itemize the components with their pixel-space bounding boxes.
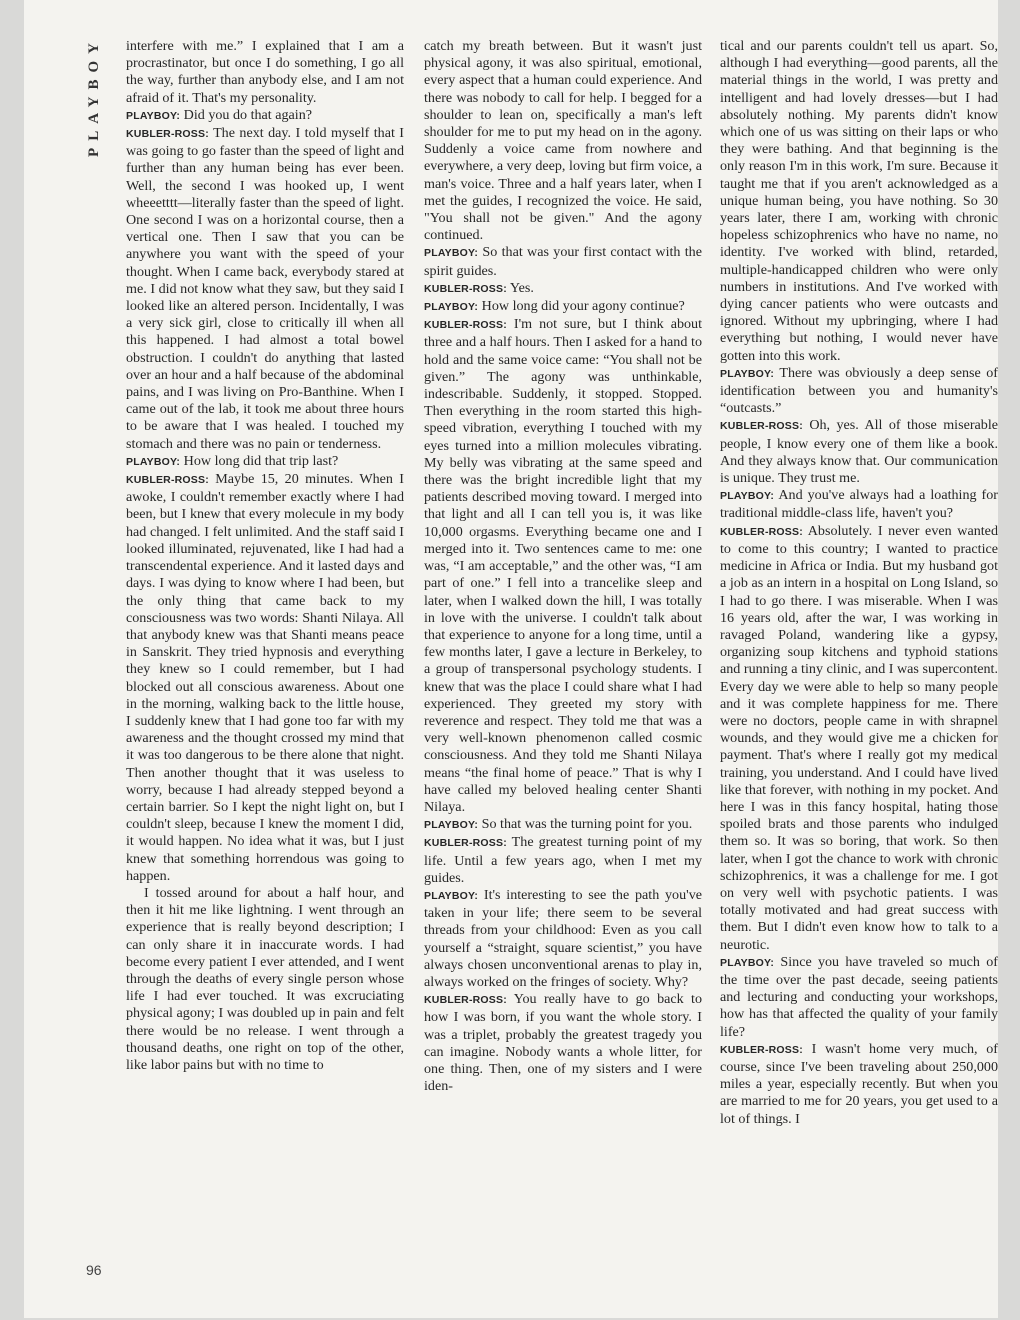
interview-paragraph [424, 298, 702, 316]
interview-paragraph [424, 244, 702, 279]
paragraph-text: I wasn't home very much, of course, since I've been traveling about 250,000 miles a year, especially recently. But when you are married to me for 20 years, you get used to a lot of things. I [720, 1040, 998, 1127]
speaker-label: KUBLER-ROSS: [424, 837, 507, 850]
interview-paragraph [424, 991, 702, 1095]
interview-paragraph [126, 125, 404, 453]
speaker-label: PLAYBOY: [720, 367, 775, 380]
paragraph-text: Oh, yes. All of those miserable people, I know every one of them like a book. And they always know that. Our communication is unique. They trust me. [720, 417, 998, 487]
speaker-label: PLAYBOY: [126, 109, 181, 122]
paragraph-text: So that was your first contact with the spirit guides. [424, 244, 702, 279]
magazine-page [24, 0, 998, 1318]
speaker-label: PLAYBOY: [720, 956, 775, 969]
magazine-masthead: PLAYBOY [86, 36, 102, 157]
paragraph-text: How long did that trip last? [180, 452, 339, 469]
speaker-label: KUBLER-ROSS: [126, 128, 209, 141]
interview-paragraph [424, 834, 702, 887]
speaker-label: KUBLER-ROSS: [720, 525, 803, 538]
paragraph-text: How long did your agony continue? [478, 298, 685, 315]
interview-paragraph [126, 453, 404, 471]
paragraph-text: Yes. [506, 279, 534, 296]
paragraph-text: The next day. I told myself that I was going to go faster than the speed of light and further than any human being has ever been. Well, the second I was hooked up, I went wheeetttt—literally faster than the speed of light. One second I was on a horizontal course, then a vertical one. Then I saw that you can be anywhere you want with the speed of your thought. When I came back, everybody stared at me. I did not know what they saw, but they said I looked like an altered person. Incidentally, I was a very sick girl, close to critically ill when all this happened. I had almost a total bowel obstruction. I couldn't do anything that lasted over an hour and a half because of the abdominal pains, and I was living on Pro-Banthine. When I came out of the lab, it took me about three hours to be aware that I was healed. I touched my stomach and there was no pain or tenderness. [126, 125, 404, 452]
text-column-1 [126, 38, 404, 1074]
interview-paragraph [720, 487, 998, 522]
text-column-2 [424, 38, 702, 1095]
speaker-label: KUBLER-ROSS: [424, 994, 507, 1007]
paragraph-text: You really have to go back to how I was born, if you want the whole story. I was a triplet, probably the greatest tragedy you can imagine. Nobody wants a whole litter, for one thing. Then, one of my sisters and I were iden- [424, 991, 702, 1095]
speaker-label: KUBLER-ROSS: [424, 319, 507, 332]
speaker-label: PLAYBOY: [424, 819, 479, 832]
speaker-label: PLAYBOY: [424, 889, 479, 902]
body-paragraph: tical and our parents couldn't tell us apart. So, although I had everything—good parents, all the material things in the world, I was pretty and intelligent and had lovely dresses—but I had absolutely nothing. My parents didn't know which one of us was sitting on their laps or who they were bathing. And that beginning is the only reason I'm in this work, I'm sure. Because it taught me that if you aren't acknowledged as a unique human being, you have nothing. So 30 years later, there I am, working with chronic hopeless schizophrenics who have no name, no identity. I've worked with blind, retarded, multiple-handicapped children who were only numbers in institutions. And I've worked with dying cancer patients who were outcasts and ignored. Without my upbringing, where I had everything but nothing, I would never have gotten into this work. [720, 38, 998, 364]
interview-paragraph [720, 417, 998, 487]
speaker-label: KUBLER-ROSS: [720, 420, 803, 433]
paragraph-text: I'm not sure, but I think about three and a half hours. Then I asked for a hand to hold and the same voice came: “You shall not be given.” The agony was unthinkable, indescribable. Suddenly, it stopped. Stopped. Then everything in the room started this high-speed vibration, everything I touched with my eyes turned into a million molecules vibrating. My belly was vibrating at the same speed and there was the bright incredible light that my patients described moving toward. I merged into that light and all I can tell you is, it was like 10,000 orgasms. Everything became one and I merged into it. Two sentences came to me: one was, “I am acceptable,” and the other was, “I am part of one.” I fell into a trancelike sleep and later, when I walked down the hill, I was totally in love with the universe. I couldn't talk about that experience to anyone for a long time, until a few months later, I gave a lecture in Berkeley, to a group of transpersonal psychology students. I knew that was the place I could share what I had experienced. They greeted my story with reverence and respect. They told me that was a very well-known phenomenon called cosmic consciousness. And they told me Shanti Nilaya means “the final home of peace.” That is why I have called my beloved healing center Shanti Nilaya. [424, 316, 702, 815]
page-number: 96 [86, 1262, 102, 1278]
paragraph-text: The greatest turning point of my life. Until a few years ago, when I met my guides. [424, 834, 702, 886]
paragraph-text: Did you do that again? [180, 106, 313, 123]
text-column-3 [720, 38, 998, 1128]
speaker-label: KUBLER-ROSS: [424, 282, 507, 295]
speaker-label: PLAYBOY: [126, 455, 181, 468]
interview-paragraph [720, 365, 998, 418]
interview-paragraph [424, 816, 702, 834]
body-paragraph: catch my breath between. But it wasn't just physical agony, it was also spiritual, emotional, every aspect that a human could experience. And there was nobody to call for help. I begged for a shoulder to lean on, specifically a man's left shoulder for me to put my head on in the agony. Suddenly a voice came from nowhere and everywhere, a very deep, loving but firm voice, a man's voice. Three and a half years later, when I met the guides, I recognized the voice. He said, "You shall not be given." And the agony continued. [424, 38, 702, 244]
interview-paragraph [126, 107, 404, 125]
body-paragraph: I tossed around for about a half hour, and then it hit me like lightning. I went through an experience that is really beyond description; I can only share it in inaccurate words. I had become every patient I ever attended, and I went through the deaths of every single person whose life I had ever touched. It was excruciating physical agony; I was doubled up in pain and felt there would be no release. I went through a thousand deaths, one right on top of the other, like labor pains but with no time to [126, 884, 404, 1073]
interview-paragraph [720, 523, 998, 954]
speaker-label: KUBLER-ROSS: [126, 474, 209, 487]
paragraph-text: It's interesting to see the path you've taken in your life; there seem to be several threads from your childhood: Even as you call yourself a “straight, square scientist,” you have always chosen unconventional arenas to play in, always worked on the fringes of society. Why? [424, 886, 702, 990]
interview-paragraph [720, 954, 998, 1041]
paragraph-text: And you've always had a loathing for traditional middle-class life, haven't you? [720, 487, 998, 522]
interview-paragraph [126, 471, 404, 885]
interview-paragraph [424, 887, 702, 991]
paragraph-text: Maybe 15, 20 minutes. When I awoke, I couldn't remember exactly where I had been, but I knew that every molecule in my body had changed. I felt unlimited. And the staff said I looked illuminated, rejuvenated, like I had had a transcendental experience. And it lasted days and days. I was dying to know where I had been, but the only thing that came back to my consciousness was two words: Shanti Nilaya. All that anybody knew was that Shanti means peace in Sanskrit. They tried hypnosis and everything they knew so I could remember, but I had blocked out all conscious awareness. About one in the morning, walking back to the little house, I suddenly knew that I had gone too far with my awareness and the thought crossed my mind that it was too dangerous to be there alone that night. Then another thought that it was useless to worry, because I had already stepped beyond a certain barrier. So I kept the night light on, but I couldn't sleep, because I knew the moment I did, it would happen. No idea what it was, but I just knew that something horrendous was going to happen. [126, 471, 404, 884]
interview-paragraph [720, 1041, 998, 1128]
speaker-label: PLAYBOY: [424, 301, 479, 314]
interview-paragraph [424, 280, 702, 298]
body-paragraph: interfere with me.” I explained that I am a procrastinator, but once I do something, I go all the way, further than anybody else, and I am not afraid of it. That's my personality. [126, 38, 404, 106]
speaker-label: PLAYBOY: [424, 247, 479, 260]
paragraph-text: So that was the turning point for you. [478, 816, 693, 833]
speaker-label: PLAYBOY: [720, 490, 775, 503]
interview-paragraph [424, 316, 702, 816]
paragraph-text: Absolutely. I never even wanted to come to this country; I wanted to practice medicine in Africa or India. But my husband got a job as an intern in a hospital on Long Island, so I had to go there. I was miserable. When I was 16 years old, after the war, I was working in ravaged Poland, wandering like a gypsy, organizing soup kitchens and typhoid stations and running a tiny clinic, and I was supercontent. Every day we were able to help so many people and it was complete happiness for me. There were no doctors, people came in with shrapnel wounds, and they would give me a chicken for payment. That's where I really got my medical training, you understand. And I could have lived like that forever, with nothing in my pocket. And here I was in this fancy hospital, hating those spoiled brats and those parents who indulged them so. It was so boring, that work. So then later, when I got the chance to work with chronic schizophrenics, it was a challenge for me. I got on very well with psychotic patients. I was totally motivated and had great success with them. But I didn't even know how to talk to a neurotic. [720, 522, 998, 953]
paragraph-text: There was obviously a deep sense of identification between you and humanity's “outcasts.” [720, 364, 998, 417]
paragraph-text: Since you have traveled so much of the time over the past decade, seeing patients and lecturing and conducting your workshops, how has that affected the quality of your family life? [720, 953, 998, 1040]
speaker-label: KUBLER-ROSS: [720, 1043, 803, 1056]
